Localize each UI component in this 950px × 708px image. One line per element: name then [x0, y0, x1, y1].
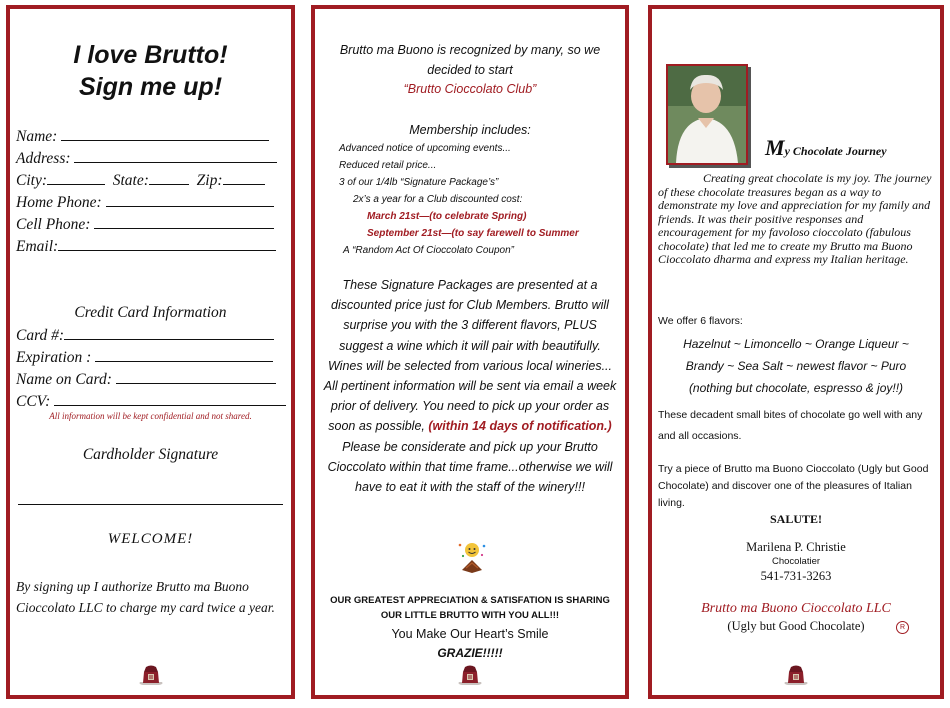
email-label: Email: [16, 238, 59, 255]
name-on-card-label: Name on Card: [16, 371, 112, 388]
owner-name: Marilena P. Christie [746, 540, 846, 554]
company-name: Brutto ma Buono Cioccolato LLC [701, 601, 891, 616]
club-name: “Brutto Cioccolato Club” [403, 82, 537, 96]
chocolate-logo-icon [137, 663, 165, 687]
welcome-heading: WELCOME! [107, 531, 194, 547]
credit-card-heading: Credit Card Information [74, 304, 227, 321]
salute-text: SALUTE! [769, 512, 822, 526]
ccv-label: CCV: [16, 393, 51, 410]
home-phone-field-row[interactable] [16, 192, 274, 214]
benefit-signature-packages: 3 of our 1/4lb “Signature Package’s” [339, 177, 499, 188]
address-field-row[interactable] [16, 148, 277, 170]
chocolate-logo-icon [782, 663, 810, 687]
expiration-label: Expiration : [16, 349, 92, 366]
flavors-line-3: (nothing but chocolate, espresso & joy!!) [688, 381, 904, 395]
description-emphasis: (within 14 days of notification.) [428, 419, 612, 434]
card-number-label: Card #: [16, 327, 65, 344]
cell-phone-label: Cell Phone: [16, 216, 91, 233]
grazie-text: GRAZIE!!!!! [437, 646, 503, 660]
journey-heading-initial: M [765, 135, 785, 160]
phone-number: 541-731-3263 [760, 569, 832, 583]
journey-heading [765, 135, 887, 161]
date-september: September 21st—(to say farewell to Summer [367, 228, 579, 239]
title-line-1: I love Brutto! [73, 41, 228, 69]
club-intro: Brutto ma Buono is recognized by many, so we decided to start [339, 43, 601, 77]
description-part-2: Please be considerate and pick up your Brutto Cioccolato within that time frame...otherwise we will have to eat it with the staff of the winery!!! [327, 439, 613, 495]
flavors-line-2: Brandy ~ Sea Salt ~ newest flavor ~ Puro [685, 359, 907, 373]
journey-panel [648, 5, 944, 699]
ccv-field-row[interactable] [16, 391, 286, 413]
state-label: State: [112, 172, 149, 189]
signature-heading: Cardholder Signature [82, 446, 219, 463]
city-label: City: [16, 172, 47, 189]
heart-smile-text: You Make Our Heart’s Smile [391, 627, 549, 641]
benefit-reduced-price: Reduced retail price... [339, 160, 437, 171]
confidential-note: All information will be kept confidential and not shared. [49, 411, 252, 421]
city-state-zip-row[interactable] [16, 170, 265, 192]
home-phone-label: Home Phone: [16, 194, 102, 211]
email-field-row[interactable] [16, 236, 276, 258]
journey-story: Creating great chocolate is my joy. The journey of these chocolate treasures began as a way to demonstrate my love and appreciation for my family and friends. It was their positive responses and encouragement for my favoloso cioccolato (fabulous chocolate) that led me to create my Brutto ma Buono Cioccolato dharma and express my Italian heritage. [658, 171, 932, 266]
title-line-2: Sign me up! [78, 73, 223, 101]
cell-phone-field-row[interactable] [16, 214, 274, 236]
signup-title [10, 39, 291, 103]
zip-label: Zip: [196, 172, 223, 189]
flavors-intro: We offer 6 flavors: [658, 315, 743, 327]
appreciation-text: OUR GREATEST APPRECIATION & SATISFATION IS SHARING OUR LITTLE BRUTTO WITH YOU ALL!!! [330, 595, 610, 621]
chocolate-logo-icon [456, 663, 484, 687]
signup-panel [6, 5, 295, 699]
smiley-chocolate-icon [454, 540, 490, 574]
benefit-random-coupon: A “Random Act Of Cioccolato Coupon” [343, 245, 515, 256]
flavors-line-1: Hazelnut ~ Limoncello ~ Orange Liqueur ~ [683, 337, 909, 351]
signature-line[interactable] [18, 504, 283, 505]
try-text: Try a piece of Brutto ma Buono Cioccolato (Ugly but Good Chocolate) and discover one of the pleasures of Italian living. [658, 463, 929, 509]
card-number-field-row[interactable] [16, 325, 274, 347]
membership-heading: Membership includes: [409, 123, 531, 137]
company-tagline: (Ugly but Good Chocolate) [727, 619, 865, 633]
registered-trademark-icon: R [896, 621, 909, 634]
portrait-image [668, 66, 746, 163]
club-description [321, 275, 619, 497]
expiration-field-row[interactable] [16, 347, 273, 369]
occasions-text: These decadent small bites of chocolate go well with any and all occasions. [658, 409, 923, 442]
authorization-text: By signing up I authorize Brutto ma Buono Cioccolato LLC to charge my card twice a year. [16, 579, 275, 615]
owner-title: Chocolatier [771, 556, 821, 567]
name-on-card-field-row[interactable] [16, 369, 276, 391]
benefit-twice-yearly: 2x’s a year for a Club discounted cost: [353, 194, 523, 205]
chocolatier-photo [666, 64, 748, 165]
description-part-1: These Signature Packages are presented at a discounted price just for Club Members. Brutto will surprise you with the 3 different flavors, PLUS suggest a wine which it will pair with beautifully. Wines will be selected from various local wineries... All pertinent information will be sent via email a week prior of delivery. You need to pick up your order as soon as possible, [323, 278, 617, 434]
club-panel [311, 5, 629, 699]
benefit-advance-notice: Advanced notice of upcoming events... [339, 143, 511, 154]
address-label: Address: [16, 150, 71, 167]
name-field-row[interactable] [16, 126, 269, 148]
name-label: Name: [16, 128, 58, 145]
journey-heading-rest: y Chocolate Journey [784, 144, 887, 158]
date-march: March 21st—(to celebrate Spring) [367, 211, 527, 222]
